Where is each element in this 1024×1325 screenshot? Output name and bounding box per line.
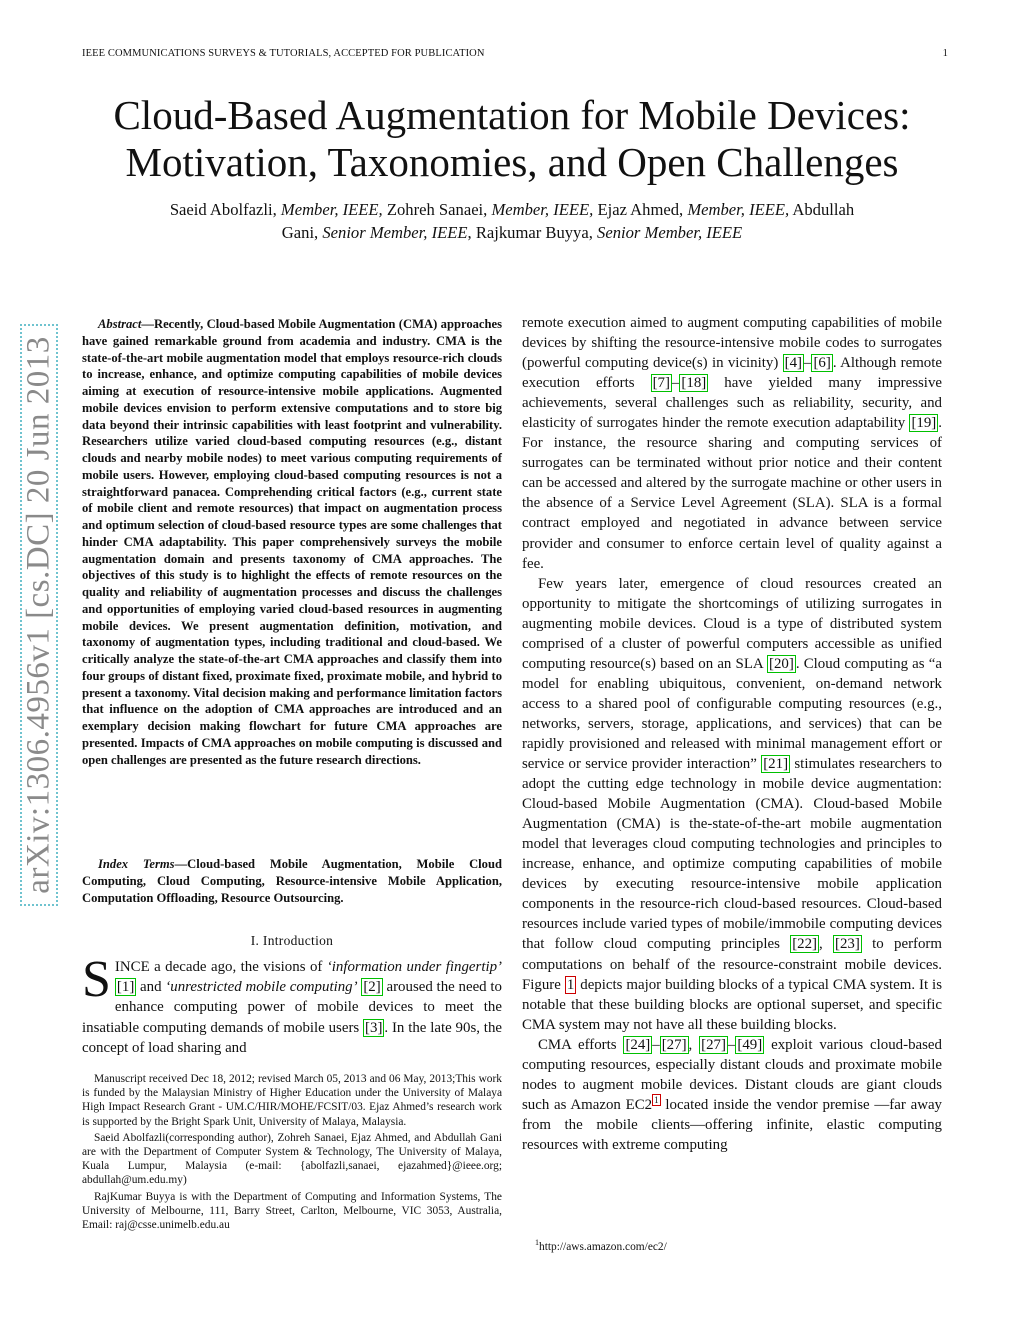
footnote-url[interactable]: http://aws.amazon.com/ec2/ bbox=[539, 1240, 667, 1253]
body-text: exploit various cloud-based computing resources, especially distant clouds and proximate mobile nodes to augment mobile devices. Distant clouds are giant clouds such as Amazon EC2 bbox=[522, 1036, 942, 1113]
body-text: have yielded many impressive achievements, several challenges such as reliability, security, and elasticity of surrogates hinder the remote execution adaptability bbox=[522, 375, 942, 432]
author-footnotes bbox=[82, 1072, 502, 1234]
author-list bbox=[100, 198, 924, 244]
abstract-text: —Recently, Cloud-based Mobile Augmentation (CMA) approaches have gained remarkable ground from academia and industry. CMA is the state-of-the-art mobile augmentation model that employs resource-rich clouds to increase, enhance, and optimize computing capabilities of mobile devices aiming at execution of resource-intensive mobile applications. Augmented mobile devices envision to perform extensive computations and to store big data beyond their intrinsic capabilities with least footprint and vulnerability. Researchers utilize varied cloud-based computing resources (e.g., distant clouds and nearby mobile nodes) to meet various computing requirements of mobile users. However, employing cloud-based computing resources is not a straightforward panacea. Comprehending critical factors (e.g., current state of mobile client and remote resources) that impact on augmentation process and optimum selection of cloud-based resource types are some challenges that hinder CMA adaptability. This paper comprehensively surveys the mobile augmentation domain and presents taxonomy of CMA approaches. The objectives of this study is to highlight the effects of remote resources on the quality and reliability of augmentation processes and discuss the challenges and opportunities of employing varied cloud-based resources in augmenting mobile devices. We present augmentation definition, motivation, and taxonomy of augmentation types, including traditional and cloud-based. We critically analyze the state-of-the-art CMA approaches and classify them into four groups of distant fixed, proximate fixed, proximate mobile, and hybrid to present a taxonomy. Vital decision making and performance limitation factors that influence on the adoption of CMA approaches are introduced and an exemplary decision making flowchart for future CMA approaches are presented. Impacts of CMA approaches on mobile computing is discussed and open challenges are presented as the future research directions. bbox=[82, 317, 502, 767]
author-name: Saeid Abolfazli, bbox=[169, 200, 281, 219]
citation-link[interactable]: [7] bbox=[652, 375, 670, 392]
body-text: CMA efforts bbox=[538, 1036, 624, 1053]
footnote-affiliation-2: RajKumar Buyya is with the Department of Computing and Information Systems, The University of Melbourne, 111, Barry Street, Carlton, Melbourne, VIC 3053, Australia, Email: raj@csse.unimelb.edu.au bbox=[82, 1190, 502, 1232]
drop-cap: S bbox=[82, 951, 111, 1008]
body-text: , bbox=[819, 936, 834, 953]
author-line-1 bbox=[100, 198, 924, 221]
figure-link[interactable]: 1 bbox=[566, 976, 575, 993]
citation-link[interactable]: [1] bbox=[116, 979, 135, 996]
page-number: 1 bbox=[942, 48, 948, 59]
title-line-1: Cloud-Based Augmentation for Mobile Devices: bbox=[113, 92, 911, 138]
author-name: , Rajkumar Buyya, bbox=[467, 223, 598, 242]
paragraph bbox=[522, 574, 942, 1035]
citation-link[interactable]: [19] bbox=[911, 415, 937, 432]
body-text: , bbox=[688, 1036, 700, 1053]
body-text: stimulates researchers to adopt the cutting edge technology in mobile device augmentation: Cloud-based Mobile Augmentation (CMA). Cloud-based Mobile Augmentation (CMA) is the-state-of-the-art mobile augmentation model that leverages cloud computing technologies and principles to increase, enhance, and optimize computing capabilities of mobile devices by executing resource-intensive mobile application components in the resource-rich cloud-based resources. Cloud-based resources include varied types of mobile/immobile computing devices that follow cloud computing principles bbox=[522, 756, 943, 953]
author-name: Zohreh Sanaei, bbox=[382, 200, 492, 219]
author-role: Senior Member, IEEE bbox=[322, 223, 468, 242]
index-terms-text: —Cloud-based Mobile Augmentation, Mobile Cloud Computing, Cloud Computing, Resource-intensive Mobile Application, Computation Offloading, Resource Outsourcing. bbox=[82, 857, 502, 905]
quote-text: ‘unrestricted mobile computing’ bbox=[165, 979, 358, 996]
paragraph bbox=[522, 313, 942, 574]
body-text: – bbox=[671, 375, 680, 392]
citation-link[interactable]: [2] bbox=[363, 979, 381, 996]
citation-link[interactable]: [3] bbox=[365, 1019, 383, 1036]
body-text: . Cloud computing as “a model for enabling ubiquitous, convenient, on-demand network access to a shared pool of configurable computing resources (e.g., networks, servers, storage, applications, and services) that can be rapidly provisioned and released with minimal management effort or service or service provider interaction” bbox=[522, 655, 942, 773]
index-terms-label: Index Terms bbox=[98, 857, 175, 871]
arxiv-stamp[interactable] bbox=[20, 324, 58, 906]
footnote-marker-link[interactable]: 1 bbox=[654, 1094, 659, 1105]
intro-paragraph bbox=[82, 951, 502, 1058]
quote-text: ‘information under fingertip’ bbox=[326, 959, 502, 975]
citation-link[interactable]: [18] bbox=[681, 375, 707, 392]
citation-link[interactable]: [24] bbox=[625, 1036, 651, 1053]
citation-link[interactable]: [49] bbox=[737, 1036, 763, 1053]
citation-link[interactable]: [23] bbox=[835, 936, 860, 953]
citation-link[interactable]: [4] bbox=[784, 355, 803, 372]
body-text: . For instance, the resource sharing and computing services of surrogates can be terminated without prior notice and their content can be accessed and altered by the surrogate machine or other users in the absence of a Service Level Agreement (SLA). SLA is a formal contract employed and negotiated in advance between service provider and consumer to enforce certain level of quality against a fee. bbox=[522, 415, 942, 572]
arxiv-identifier[interactable]: arXiv:1306.4956v1 [cs.DC] 20 Jun 2013 bbox=[20, 336, 57, 894]
section-heading-introduction: I. Introduction bbox=[250, 933, 334, 948]
body-text: remote execution aimed to augment computing capabilities of mobile devices by shifting the resource-intensive mobile codes to surrogates (powerful computing device(s) in vicinity) bbox=[522, 315, 942, 372]
intro-text: aroused the need to enhance computing power of mobile devices to meet the insatiable computing demands of mobile users bbox=[82, 979, 502, 1036]
intro-text: INCE a decade ago, the visions of bbox=[114, 959, 327, 975]
author-name: Gani, bbox=[281, 223, 323, 242]
footnote-number: 1 bbox=[535, 1238, 539, 1247]
citation-link[interactable]: [6] bbox=[813, 355, 831, 372]
author-role: Member, IEEE, bbox=[687, 200, 790, 219]
url-footnote bbox=[535, 1238, 935, 1253]
intro-text: . In the late 90s, the concept of load sharing and bbox=[82, 1019, 502, 1056]
introduction-body bbox=[82, 951, 502, 1058]
author-role: Senior Member, IEEE bbox=[597, 223, 743, 242]
body-text: Few years later, emergence of cloud resources created an opportunity to mitigate the shortcomings of utilizing surrogates in augmenting mobile devices. Cloud is a type of distributed system comprised of a cluster of powerful computers accessible as unified computing resource(s) based on an SLA bbox=[522, 575, 942, 672]
author-name: Ejaz Ahmed, bbox=[593, 200, 688, 219]
body-text: – bbox=[804, 355, 812, 372]
body-text: depicts major building blocks of a typical CMA system. It is notable that these building blocks are optional superset, and specific CMA system may not have all these building blocks. bbox=[522, 976, 942, 1033]
author-name: Abdullah bbox=[789, 200, 855, 219]
footnote-manuscript: Manuscript received Dec 18, 2012; revised March 05, 2013 and 06 May, 2013;This work is funded by the Malaysian Ministry of Higher Education under the University of Malaya High Impact Research Grant - UM.C/HIR/MOHE/FCSIT/03. Ejaz Ahmed’s research work is supported by the Bright Spark Unit, University of Malaya, Malaysia. bbox=[82, 1073, 502, 1128]
citation-link[interactable]: [20] bbox=[769, 655, 794, 672]
body-text: to perform computations on behalf of the resource-constraint mobile devices. Figure bbox=[522, 936, 942, 993]
citation-link[interactable]: [27] bbox=[701, 1036, 726, 1053]
author-line-2 bbox=[100, 221, 924, 244]
body-text: – bbox=[727, 1036, 736, 1053]
body-text: located inside the vendor premise —far away from the mobile clients—offering infinite, elastic computing resources with extreme computing bbox=[522, 1096, 942, 1153]
paragraph bbox=[522, 1035, 942, 1155]
body-text: – bbox=[652, 1036, 660, 1053]
paper-title bbox=[60, 92, 964, 186]
citation-link[interactable]: [27] bbox=[661, 1036, 687, 1053]
author-role: Member, IEEE, bbox=[491, 200, 594, 219]
title-line-2: Motivation, Taxonomies, and Open Challenges bbox=[125, 139, 899, 185]
body-text: . Although remote execution efforts bbox=[522, 355, 942, 392]
citation-link[interactable]: [22] bbox=[792, 936, 817, 953]
right-column-body bbox=[522, 313, 942, 1155]
author-role: Member, IEEE, bbox=[280, 200, 383, 219]
citation-link[interactable]: [21] bbox=[763, 756, 789, 773]
journal-running-title: IEEE COMMUNICATIONS SURVEYS & TUTORIALS, ACCEPTED FOR PUBLICATION bbox=[82, 48, 485, 59]
intro-text: and bbox=[136, 979, 166, 996]
abstract-label: Abstract bbox=[98, 317, 142, 331]
running-header bbox=[82, 48, 948, 59]
index-terms bbox=[82, 856, 502, 906]
footnote-affiliation-1: Saeid Abolfazli(corresponding author), Zohreh Sanaei, Ejaz Ahmed, and Abdullah Gani are with the Department of Computer System & Technology, The University of Malaya, Kuala Lumpur, Malaysia (e-mail: {abolfazli,sanaei, ejazahmed}@ieee.org; abdullah@um.edu.my) bbox=[82, 1131, 502, 1187]
abstract bbox=[82, 316, 502, 768]
